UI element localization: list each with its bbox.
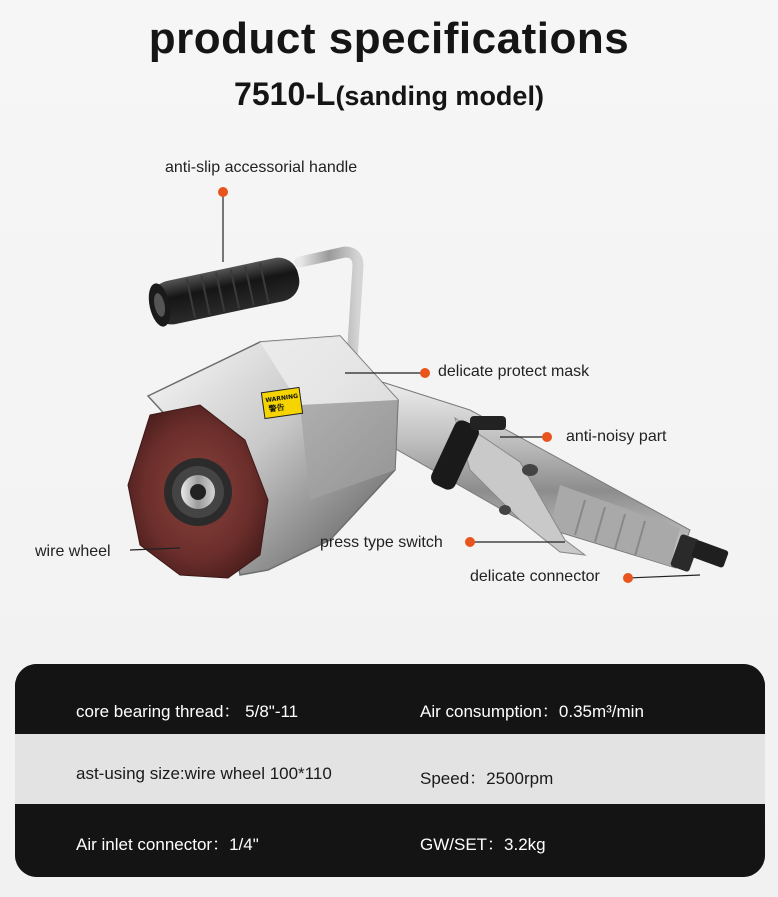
warning-label-line1: WARNING bbox=[265, 392, 299, 405]
warning-label-line2: 警告 bbox=[268, 402, 286, 414]
spec-left-cell: ast-using size:wire wheel 100*110 bbox=[76, 764, 332, 783]
callout-connector: delicate connector bbox=[470, 568, 600, 585]
callout-wheel: wire wheel bbox=[35, 543, 111, 560]
spec-right-cell: GW/SET：3.2kg bbox=[420, 835, 546, 854]
spec-row bbox=[15, 804, 765, 877]
spec-table bbox=[15, 664, 765, 877]
model-subtitle bbox=[0, 76, 778, 113]
callout-mask: delicate protect mask bbox=[438, 363, 590, 380]
page-title: product specifications bbox=[148, 14, 630, 63]
spec-row bbox=[15, 734, 765, 804]
sander-illustration bbox=[0, 140, 778, 660]
callout-noise: anti-noisy part bbox=[566, 428, 667, 445]
spec-left-cell: Air inlet connector：1/4" bbox=[76, 835, 259, 854]
spec-row bbox=[15, 664, 765, 734]
spec-left-cell: core bearing thread： 5/8"-11 bbox=[76, 702, 299, 721]
callout-switch: press type switch bbox=[320, 534, 443, 551]
callout-handle: anti-slip accessorial handle bbox=[165, 159, 358, 176]
spec-right-cell: Air consumption：0.35m³/min bbox=[420, 702, 644, 721]
spec-right-cell: Speed：2500rpm bbox=[420, 769, 554, 788]
model-suffix: (sanding model) bbox=[335, 81, 544, 111]
model-number: 7510-L bbox=[234, 76, 336, 112]
